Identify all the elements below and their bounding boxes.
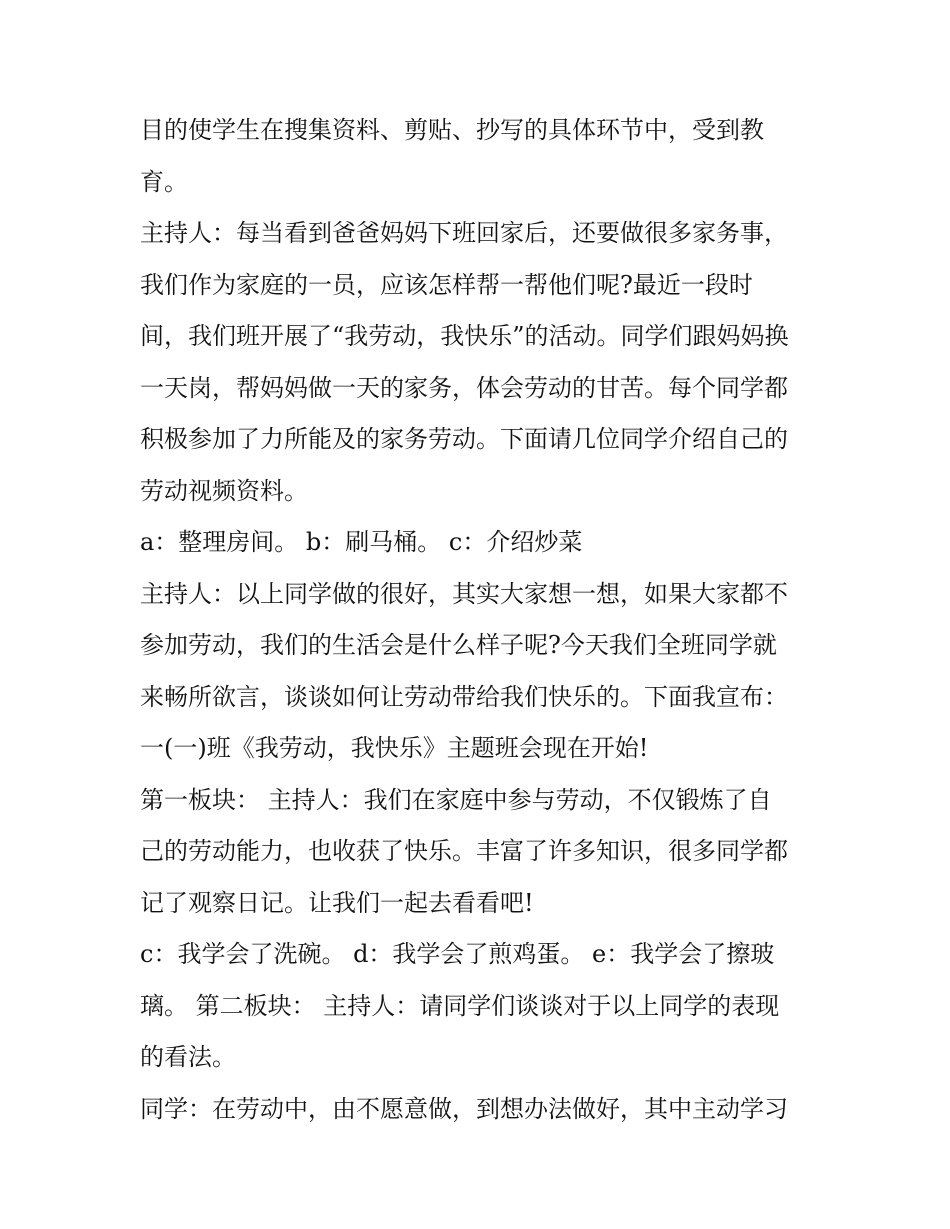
text-line: 记了观察日记。让我们一起去看看吧! — [140, 888, 534, 917]
text-line: 育。 — [140, 167, 188, 196]
text-line: 劳动视频资料。 — [140, 476, 308, 505]
text-line: 目的使学生在搜集资料、剪贴、抄写的具体环节中，受到教 — [140, 116, 764, 144]
text-line: 的看法。 — [140, 1043, 236, 1071]
text-line: 第一板块： 主持人：我们在家庭中参与劳动，不仅锻炼了自 — [140, 785, 772, 814]
text-line: 同学：在劳动中，由不愿意做，到想办法做好，其中主动学习 — [140, 1094, 788, 1123]
text-line: 来畅所欲言，谈谈如何让劳动带给我们快乐的。下面我宣布： — [140, 682, 788, 711]
text-line: 我们作为家庭的一员，应该怎样帮一帮他们呢?最近一段时 — [140, 270, 753, 299]
text-line: 积极参加了力所能及的家务劳动。下面请几位同学介绍自己的 — [140, 425, 788, 453]
text-line: 间，我们班开展了“我劳动，我快乐”的活动。同学们跟妈妈换 — [140, 322, 789, 350]
text-line: 一天岗，帮妈妈做一天的家务，体会劳动的甘苦。每个同学都 — [140, 373, 788, 402]
text-line: 主持人：以上同学做的很好，其实大家想一想，如果大家都不 — [140, 579, 788, 608]
text-line: a：整理房间。 b：刷马桶。 c：介绍炒菜 — [140, 528, 583, 556]
text-line: 一(一)班《我劳动，我快乐》主题班会现在开始! — [140, 734, 649, 762]
text-line: 璃。 第二板块： 主持人：请同学们谈谈对于以上同学的表现 — [140, 991, 780, 1020]
text-line: c：我学会了洗碗。 d：我学会了煎鸡蛋。 e：我学会了擦玻 — [140, 940, 775, 968]
document-body — [140, 105, 820, 1135]
text-line: 主持人：每当看到爸爸妈妈下班回家后，还要做很多家务事， — [140, 219, 788, 247]
text-line: 参加劳动，我们的生活会是什么样子呢?今天我们全班同学就 — [140, 631, 777, 659]
text-line: 己的劳动能力，也收获了快乐。丰富了许多知识，很多同学都 — [140, 837, 788, 865]
